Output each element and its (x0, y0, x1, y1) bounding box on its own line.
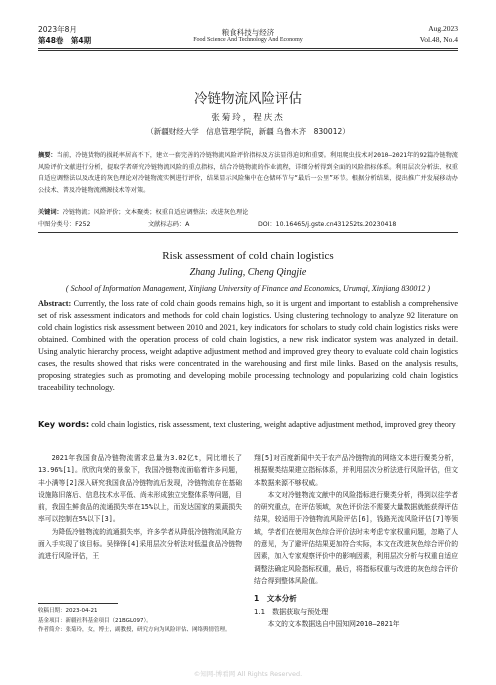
body-paragraph: 本文对冷链物流文献中的风险指标进行聚类分析，得到以往学者的研究重点，在评估领域，灰色评价法不需要大量数据就能获得评估结果，较适用于冷链物流风险评估[6]，钱路光流风险评估[7]等领域，学者们在使用灰色综合评价法时未考虑专家权重问题，忽略了人的意见，为了避评估结果更加符合实际，本文在改进灰色综合评价的因素，加入专家观察评价中的影响因素，利用层次分析与权重自适应调整法确定风险指标权重，最后，将指标权重与改进的灰色综合评价结合得到整体风险值。 (254, 490, 458, 585)
authors-en: Zhang Juling, Cheng Qingjie (189, 267, 307, 278)
volume-issue: 第48卷 第4期 (38, 36, 92, 45)
header-rule-2 (38, 50, 458, 51)
page-header (0, 0, 496, 52)
body-column-left (38, 452, 242, 563)
issue-date: 2023年8月 (38, 25, 77, 34)
body-paragraph: 翔[5]对百度新闻中关于农产品冷链物流的网络文本进行聚类分析，根据聚类结果建立指标体系，并利用层次分析法进行风险评估，但文本数据来源不够权威。 (254, 454, 458, 487)
keywords-en-text: cold chain logistics, risk assessment, text clustering, weight adaptive adjustment method, improved grey theory (89, 420, 456, 429)
clc-number: 中图分类号：F252 (38, 221, 91, 228)
subsection-heading: 1.1 数据获取与预处理 (254, 607, 329, 616)
abstract-cn (38, 150, 458, 196)
document-code: 文献标志码：A (148, 221, 190, 228)
journal-name-en: Food Science And Technology And Economy (193, 37, 303, 43)
paper-title-cn: 冷链物流风险评估 (194, 91, 302, 107)
body-paragraph: 为降低冷链物流的流通损失率，许多学者从降低冷链物流风险方面入手实现了该目标。吴锋锋[4]采用层次分析法对低温食品冷链物流进行风险评估，王 (38, 527, 242, 561)
affiliation-cn: （新疆财经大学 信息管理学院，新疆 乌鲁木齐 830012） (146, 127, 350, 136)
abstract-cn-label: 摘要： (38, 152, 57, 159)
keywords-cn-text: 冷链物流；风险评价；文本聚类；权重自适应调整法；改进灰色理论 (62, 209, 249, 216)
abstract-en (38, 298, 458, 394)
watermark: ©知网-博看网 All Rights Reserved. (193, 670, 303, 678)
doi: DOI：10.16465/j.gste.cn431252ts.20230418 (258, 221, 397, 228)
abstract-rule (38, 232, 458, 233)
body-paragraph: 本文的文本数据选自中国知网2010—2021年 (267, 619, 400, 628)
keywords-en (38, 418, 458, 431)
author-bio: 作者简介：张菊玲，女，博士，副教授，研究方向为风险评估、网络舆情管理。 (38, 627, 231, 633)
paper-title-en: Risk assessment of cold chain logistics (162, 250, 334, 262)
footnote-rule (38, 603, 118, 604)
journal-name-cn: 粮食科技与经济 (221, 28, 275, 37)
keywords-cn (38, 207, 458, 219)
header-rule (38, 48, 458, 49)
classification-line (38, 219, 458, 228)
abstract-en-text: Currently, the loss rate of cold chain goods remains high, so it is urgent and important to establish a comprehensive set of risk assessment indicators and methods for cold chain logistics. Using clustering technology to analyze 92 literature on cold chain logistics risk assessment between 2010 and 2021, key indicators for scholars to study cold chain logistics risks were obtained. Combined with the operation process of cold chain logistics, a new risk indicator system was analyzed in detail. Using analytic hierarchy process, weight adaptive adjustment method and improved grey theory to evaluate cold chain logistics cases, the results showed that risks were concentrated in the warehousing and first mile links. Based on the analysis results, proposing strategies such as promoting and developing mobile processing technology and popularizing cold chain logistics traceability technology. (38, 299, 458, 392)
section-heading: 1 文本分析 (254, 594, 297, 604)
received-date: 收稿日期：2023-04-21 (38, 608, 98, 614)
issue-date-en: Aug.2023 (428, 24, 458, 33)
footnote (38, 607, 242, 636)
body-column-right (254, 452, 458, 630)
keywords-en-label: Key words: (38, 419, 90, 429)
fund-project: 基金项目：新疆社科基金项目（21BGL097）。 (38, 617, 152, 624)
authors-cn: 张菊玲，程庆杰 (211, 113, 285, 123)
keywords-cn-label: 关键词： (38, 209, 63, 216)
abstract-en-label: Abstract: (38, 299, 72, 308)
body-paragraph: 2021年我国食品冷链物流需求总量为3.02亿t，同比增长了13.96%[1]。欣欣向荣的景象下，我国冷链物流面临着许多问题，丰小满等[2]深入研究我国食品冷链物流后发现，冷链物流存在基础设施陈旧落后、信息技术水平低、尚未形成独立完整体系等问题，目前，我国生鲜食品的流通损失率在15%以上，而发达国家的果蔬损失率可以控制在5%以下[3]。 (38, 454, 242, 524)
volume-issue-en: Vol.48, No.4 (419, 35, 458, 44)
abstract-cn-text: 当前，冷链货物的损耗率居高不下，建立一套完善的冷链物流风险评价指标及方法显得迫切和重要。利用爬虫技术对2010—2021年的92篇冷链物流风险评价文献进行分析，提取学者研究冷链物流风险的重点指标，结合冷链物流的作业流程，详细分析得到全面的风险指标体系。利用层次分析法、权重自适应调整法以及改进的灰色理论对冷链物流实例进行评价，结果显示风险集中在仓储环节与“最后一公里”环节。根据分析结果，提出推广并发展移动办公技术、普及冷链物流溯源技术等对策。 (38, 152, 458, 194)
affiliation-en: ( School of Information Management, Xinjiang University of Finance and Economics, Urumqi, Xinjiang 830012 ) (65, 284, 431, 293)
